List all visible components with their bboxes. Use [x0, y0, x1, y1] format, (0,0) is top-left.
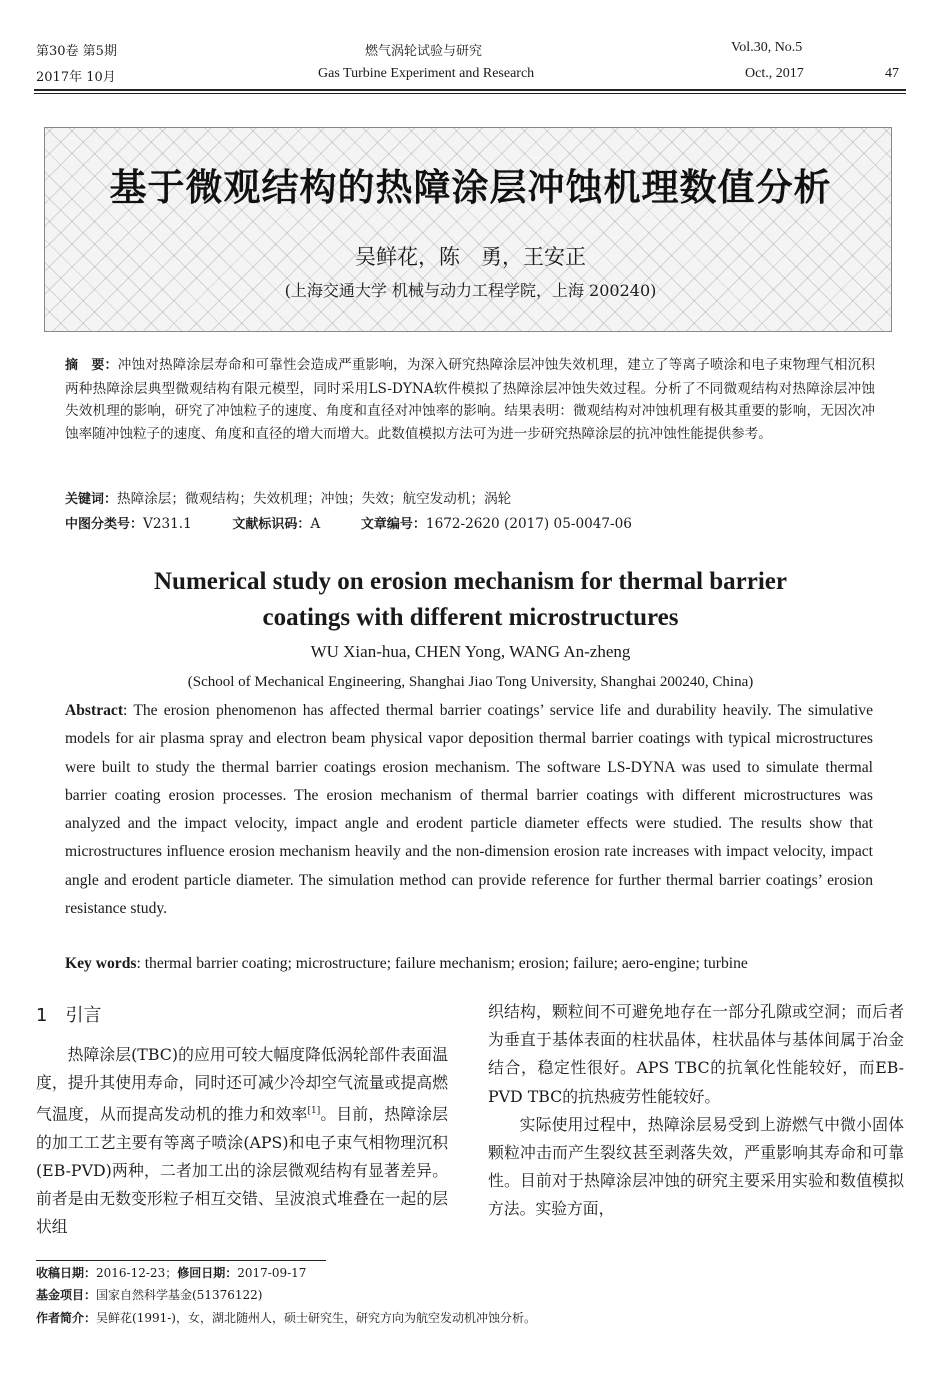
right-paragraph-1: 织结构，颗粒间不可避免地存在一部分孔隙或空洞；而后者为垂直于基体表面的柱状晶体，柱状晶体与基体间属于冶金结合，稳定性很好。APS TBC的抗氧化性能较好，而EB-PVD TBC的抗热疲劳性能较好。: [488, 1002, 904, 1106]
chinese-abstract-text: 冲蚀对热障涂层寿命和可靠性会造成严重影响，为深入研究热障涂层冲蚀失效机理，建立了等离子喷涂和电子束物理气相沉积两种热障涂层典型微观结构有限元模型，同时采用LS-DYNA软件模拟了热障涂层冲蚀失效过程。分析了不同微观结构对热障涂层冲蚀失效机理的影响，研究了冲蚀粒子的速度、角度和直径对冲蚀率的影响。结果表明：微观结构对冲蚀机理有极其重要的影响，无因次冲蚀率随冲蚀粒子的速度、角度和直径的增大而增大。此数值模拟方法可为进一步研究热障涂层的抗冲蚀性能提供参考。: [65, 357, 875, 442]
fund-text: 国家自然科学基金(51376122): [96, 1288, 263, 1302]
english-abstract-text: : The erosion phenomenon has affected thermal barrier coatings’ service life and durability heavily. The simulative models for air plasma spray and electron beam physical vapor deposition thermal barrier coatings with typical microstructures were built to study the thermal barrier coatings erosion mechanism. The software LS-DYNA was used to simulate thermal barrier coating erosion processes. The erosion mechanism of thermal barrier coatings with different microstructures was analyzed and the impact velocity, impact angle and erodent particle diameter effects were studied. The results show that microstructures influence erosion mechanism heavily and the non-dimension erosion rate increases with impact velocity, impact angle and erodent particle diameter. The simulation method can provide reference for further thermal barrier coatings’ erosion resistance study.: [65, 702, 873, 918]
header-journal-en: Gas Turbine Experiment and Research: [318, 66, 535, 81]
chinese-keywords: [65, 487, 511, 507]
header-rule-thin: [34, 93, 906, 94]
english-abstract-label: Abstract: [65, 702, 124, 719]
section-heading-introduction: 1 引言: [36, 1005, 102, 1026]
revised-label: 修回日期：: [177, 1266, 238, 1280]
english-keywords-label: Key words: [65, 955, 137, 972]
header-volume-en: Vol.30, No.5: [731, 40, 803, 55]
footnote-rule: [36, 1260, 326, 1261]
chinese-title: 基于微观结构的热障涂层冲蚀机理数值分析: [109, 166, 832, 209]
english-title-line2: coatings with different microstructures: [262, 604, 679, 631]
author-bio-label: 作者简介：: [36, 1311, 97, 1325]
body-left-column: [36, 1041, 448, 1242]
header-volume-cn: 第30卷 第5期: [36, 44, 117, 59]
chinese-authors: 吴鲜花，陈 勇，王安正: [355, 245, 586, 269]
footnote-author: [36, 1309, 536, 1326]
article-no-value: 1672-2620 (2017) 05-0047-06: [425, 516, 632, 532]
header-date-en: Oct., 2017: [745, 66, 804, 81]
received-date: 2016-12-23；: [96, 1266, 178, 1280]
clc-value: V231.1: [143, 516, 192, 532]
page-number: 47: [885, 66, 899, 81]
chinese-affiliation: (上海交通大学 机械与动力工程学院，上海 200240): [284, 281, 657, 300]
header-journal-cn: 燃气涡轮试验与研究: [365, 44, 483, 59]
right-paragraph-2: 实际使用过程中，热障涂层易受到上游燃气中微小固体颗粒冲击而产生裂纹甚至剥落失效，严重影响其寿命和可靠性。目前对于热障涂层冲蚀的研究主要采用实验和数值模拟方法。实验方面，: [488, 1114, 904, 1219]
header-date-cn: 2017年 10月: [36, 70, 116, 85]
body-right-column: [488, 998, 904, 1224]
english-affiliation: (School of Mechanical Engineering, Shanghai Jiao Tong University, Shanghai 200240, China): [187, 674, 754, 690]
left-paragraph-text: 热障涂层(TBC)的应用可较大幅度降低涡轮部件表面温度，提升其使用寿命，同时还可减少冷却空气流量或提高燃气温度，从而提高发动机的推力和效率: [36, 1045, 448, 1124]
revised-date: 2017-09-17: [237, 1266, 307, 1280]
left-paragraph: [36, 1041, 448, 1242]
footnote-dates: [36, 1264, 306, 1281]
english-abstract: [65, 697, 873, 923]
english-keywords: [65, 955, 748, 973]
fund-label: 基金项目：: [36, 1288, 97, 1302]
chinese-abstract-label: 摘 要：: [65, 358, 118, 373]
english-authors: WU Xian-hua, CHEN Yong, WANG An-zheng: [310, 642, 631, 661]
classification-line: [65, 513, 632, 532]
english-title-line1: Numerical study on erosion mechanism for thermal barrier: [153, 568, 788, 595]
header-rule-thick: [34, 89, 906, 91]
author-bio-text: 吴鲜花(1991-)，女，湖北随州人，硕士研究生，研究方向为航空发动机冲蚀分析。: [96, 1311, 536, 1325]
left-paragraph-text-cont: 。目前，热障涂层的加工工艺主要有等离子喷涂(APS)和电子束气相物理沉积(EB-PVD)两种，二者加工出的涂层微观结构有显著差异。前者是由无数变形粒子相互交错、呈波浪式堆叠在一起的层状组: [36, 1104, 448, 1237]
article-no-label: 文章编号：: [360, 517, 426, 532]
clc-label: 中图分类号：: [65, 517, 144, 532]
chinese-keywords-label: 关键词：: [65, 492, 118, 507]
doc-code-value: A: [310, 516, 321, 532]
footnote-fund: [36, 1286, 262, 1303]
received-label: 收稿日期：: [36, 1266, 97, 1280]
doc-code-label: 文献标识码：: [232, 517, 311, 532]
chinese-keywords-text: 热障涂层；微观结构；失效机理；冲蚀；失效；航空发动机；涡轮: [117, 491, 512, 507]
chinese-abstract: [65, 354, 875, 445]
english-keywords-text: : thermal barrier coating; microstructure; failure mechanism; erosion; failure; aero-engine; turbine: [136, 955, 748, 972]
citation-1: [1]: [307, 1106, 321, 1117]
